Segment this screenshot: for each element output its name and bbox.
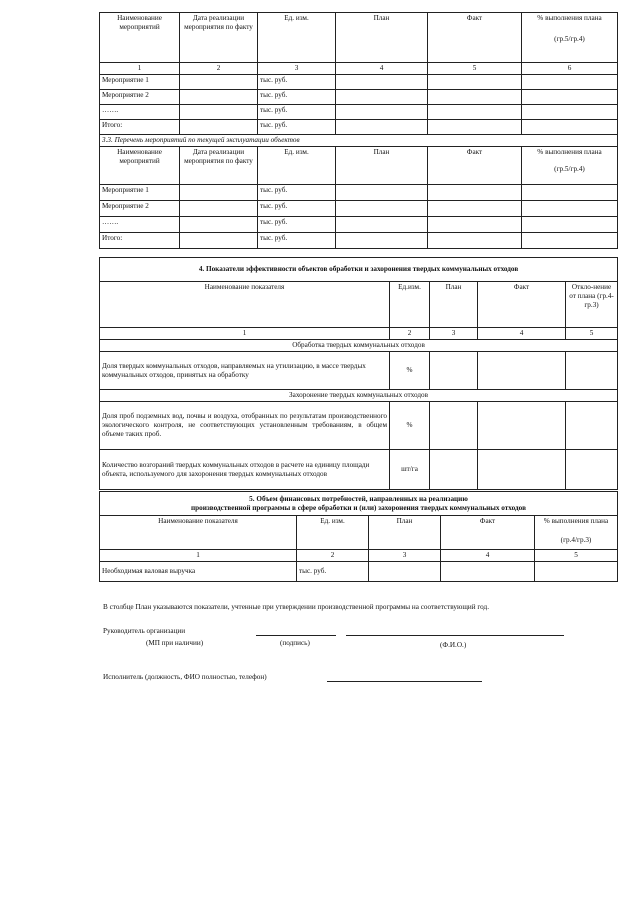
- table-row: Мероприятие 2 тыс. руб.: [100, 201, 618, 217]
- section-5-title: 5. Объем финансовых потребностей, направленных на реализацию производственной программы в сфере обработки и (или) захоронения твердых коммунальных отходов: [100, 492, 618, 516]
- table-row: Необходимая валовая выручка тыс. руб.: [100, 562, 618, 582]
- table-row: Мероприятие 2 тыс. руб.: [100, 90, 618, 105]
- table-row: Итого: тыс. руб.: [100, 120, 618, 135]
- head-label: Руководитель организации: [103, 627, 186, 635]
- efficiency-table: 4. Показатели эффективности объектов обработки и захоронения твердых коммунальных отходов Наименование показателя Ед.изм. План Факт Откло-нение от плана (гр.4-гр.3) 1 2 3 4 5 Обработка твердых коммунальных отходов Доля твердых коммунальных отходов, направляемых на утилизацию, в массе твердых коммунальных отходов, принятых на обработку % Захоронение твердых коммунальных отходов Доля проб подземных вод, почвы и воздуха, отобранных по результатам производственного экологического контроля, не соответствующих установленным требованиям, в общем объеме таких проб. % Количество возгораний твердых коммунальных отходов в расчете на единицу площади объекта, используемого для захоронения твердых коммунальных отходов шт/га: [99, 257, 618, 490]
- fio-label: (Ф.И.О.): [440, 641, 467, 649]
- col-number: 4: [336, 63, 428, 75]
- col-number: 5: [428, 63, 522, 75]
- section-4-title: 4. Показатели эффективности объектов обработки и захоронения твердых коммунальных отходов: [100, 258, 618, 282]
- header-date: Дата реализации мероприятия по факту: [180, 13, 258, 63]
- header-indicator: Наименование показателя: [100, 282, 390, 328]
- table-row: Доля твердых коммунальных отходов, направляемых на утилизацию, в массе твердых коммунальных отходов, принятых на обработку %: [100, 352, 618, 390]
- group-processing: Обработка твердых коммунальных отходов: [100, 340, 618, 352]
- header-percent: % выполнения плана (гр.5/гр.4): [522, 13, 618, 63]
- col-number: 1: [100, 63, 180, 75]
- signature-label: (подпись): [280, 639, 310, 647]
- table-row: Количество возгораний твердых коммунальных отходов в расчете на единицу площади объекта, используемого для захоронения твердых коммунальных отходов шт/га: [100, 450, 618, 490]
- plan-note: В столбце План указываются показатели, учтенные при утверждении производственной программы на соответствующий год.: [103, 603, 490, 611]
- table-row: Доля проб подземных вод, почвы и воздуха, отобранных по результатам производственного экологического контроля, не соответствующих установленным требованиям, в общем объеме таких проб. %: [100, 402, 618, 450]
- col-number: 3: [258, 63, 336, 75]
- financial-table: 5. Объем финансовых потребностей, направленных на реализацию производственной программы в сфере обработки и (или) захоронения твердых коммунальных отходов Наименование показателя Ед. изм. План Факт % выполнения плана (гр.4/гр.3) 1 2 3 4 5 Необходимая валовая выручка тыс. руб.: [99, 491, 618, 582]
- signature-line: [256, 635, 336, 636]
- subsection-title: 3.3. Перечень мероприятий по текущей эксплуатации объектов: [100, 135, 618, 147]
- table-row: Итого: тыс. руб.: [100, 233, 618, 249]
- stamp-label: (МП при наличии): [146, 639, 204, 647]
- table-row: ……. тыс. руб.: [100, 105, 618, 120]
- table-row: Мероприятие 1 тыс. руб.: [100, 75, 618, 90]
- col-number: 2: [180, 63, 258, 75]
- table-row: ……. тыс. руб.: [100, 217, 618, 233]
- executor-line: [327, 681, 482, 682]
- col-number: 6: [522, 63, 618, 75]
- group-burial: Захоронение твердых коммунальных отходов: [100, 390, 618, 402]
- executor-label: Исполнитель (должность, ФИО полностью, телефон): [103, 673, 267, 681]
- header-unit: Ед. изм.: [258, 13, 336, 63]
- fio-line: [346, 635, 564, 636]
- header-name: Наименование мероприятий: [100, 13, 180, 63]
- table-row: Мероприятие 1 тыс. руб.: [100, 185, 618, 201]
- measures-table-top: Наименование мероприятий Дата реализации мероприятия по факту Ед. изм. План Факт % выполнения плана (гр.5/гр.4) 1 2 3 4 5 6 Мероприятие 1 тыс. руб. Мероприятие 2 тыс. руб. ……. тыс. руб. Итого: тыс. руб. 3.3. Перечень мероприятий по текущей эксплуатации объектов Наименование мероприятий Дата реализации мероприятия по факту Ед. изм. План Факт % выполнения плана (гр.5/гр.4) Мероприятие 1 тыс. руб. Мероприятие 2 тыс. руб. ……. тыс. руб. Итого: тыс. руб.: [99, 12, 618, 249]
- header-fact: Факт: [428, 13, 522, 63]
- header-plan: План: [336, 13, 428, 63]
